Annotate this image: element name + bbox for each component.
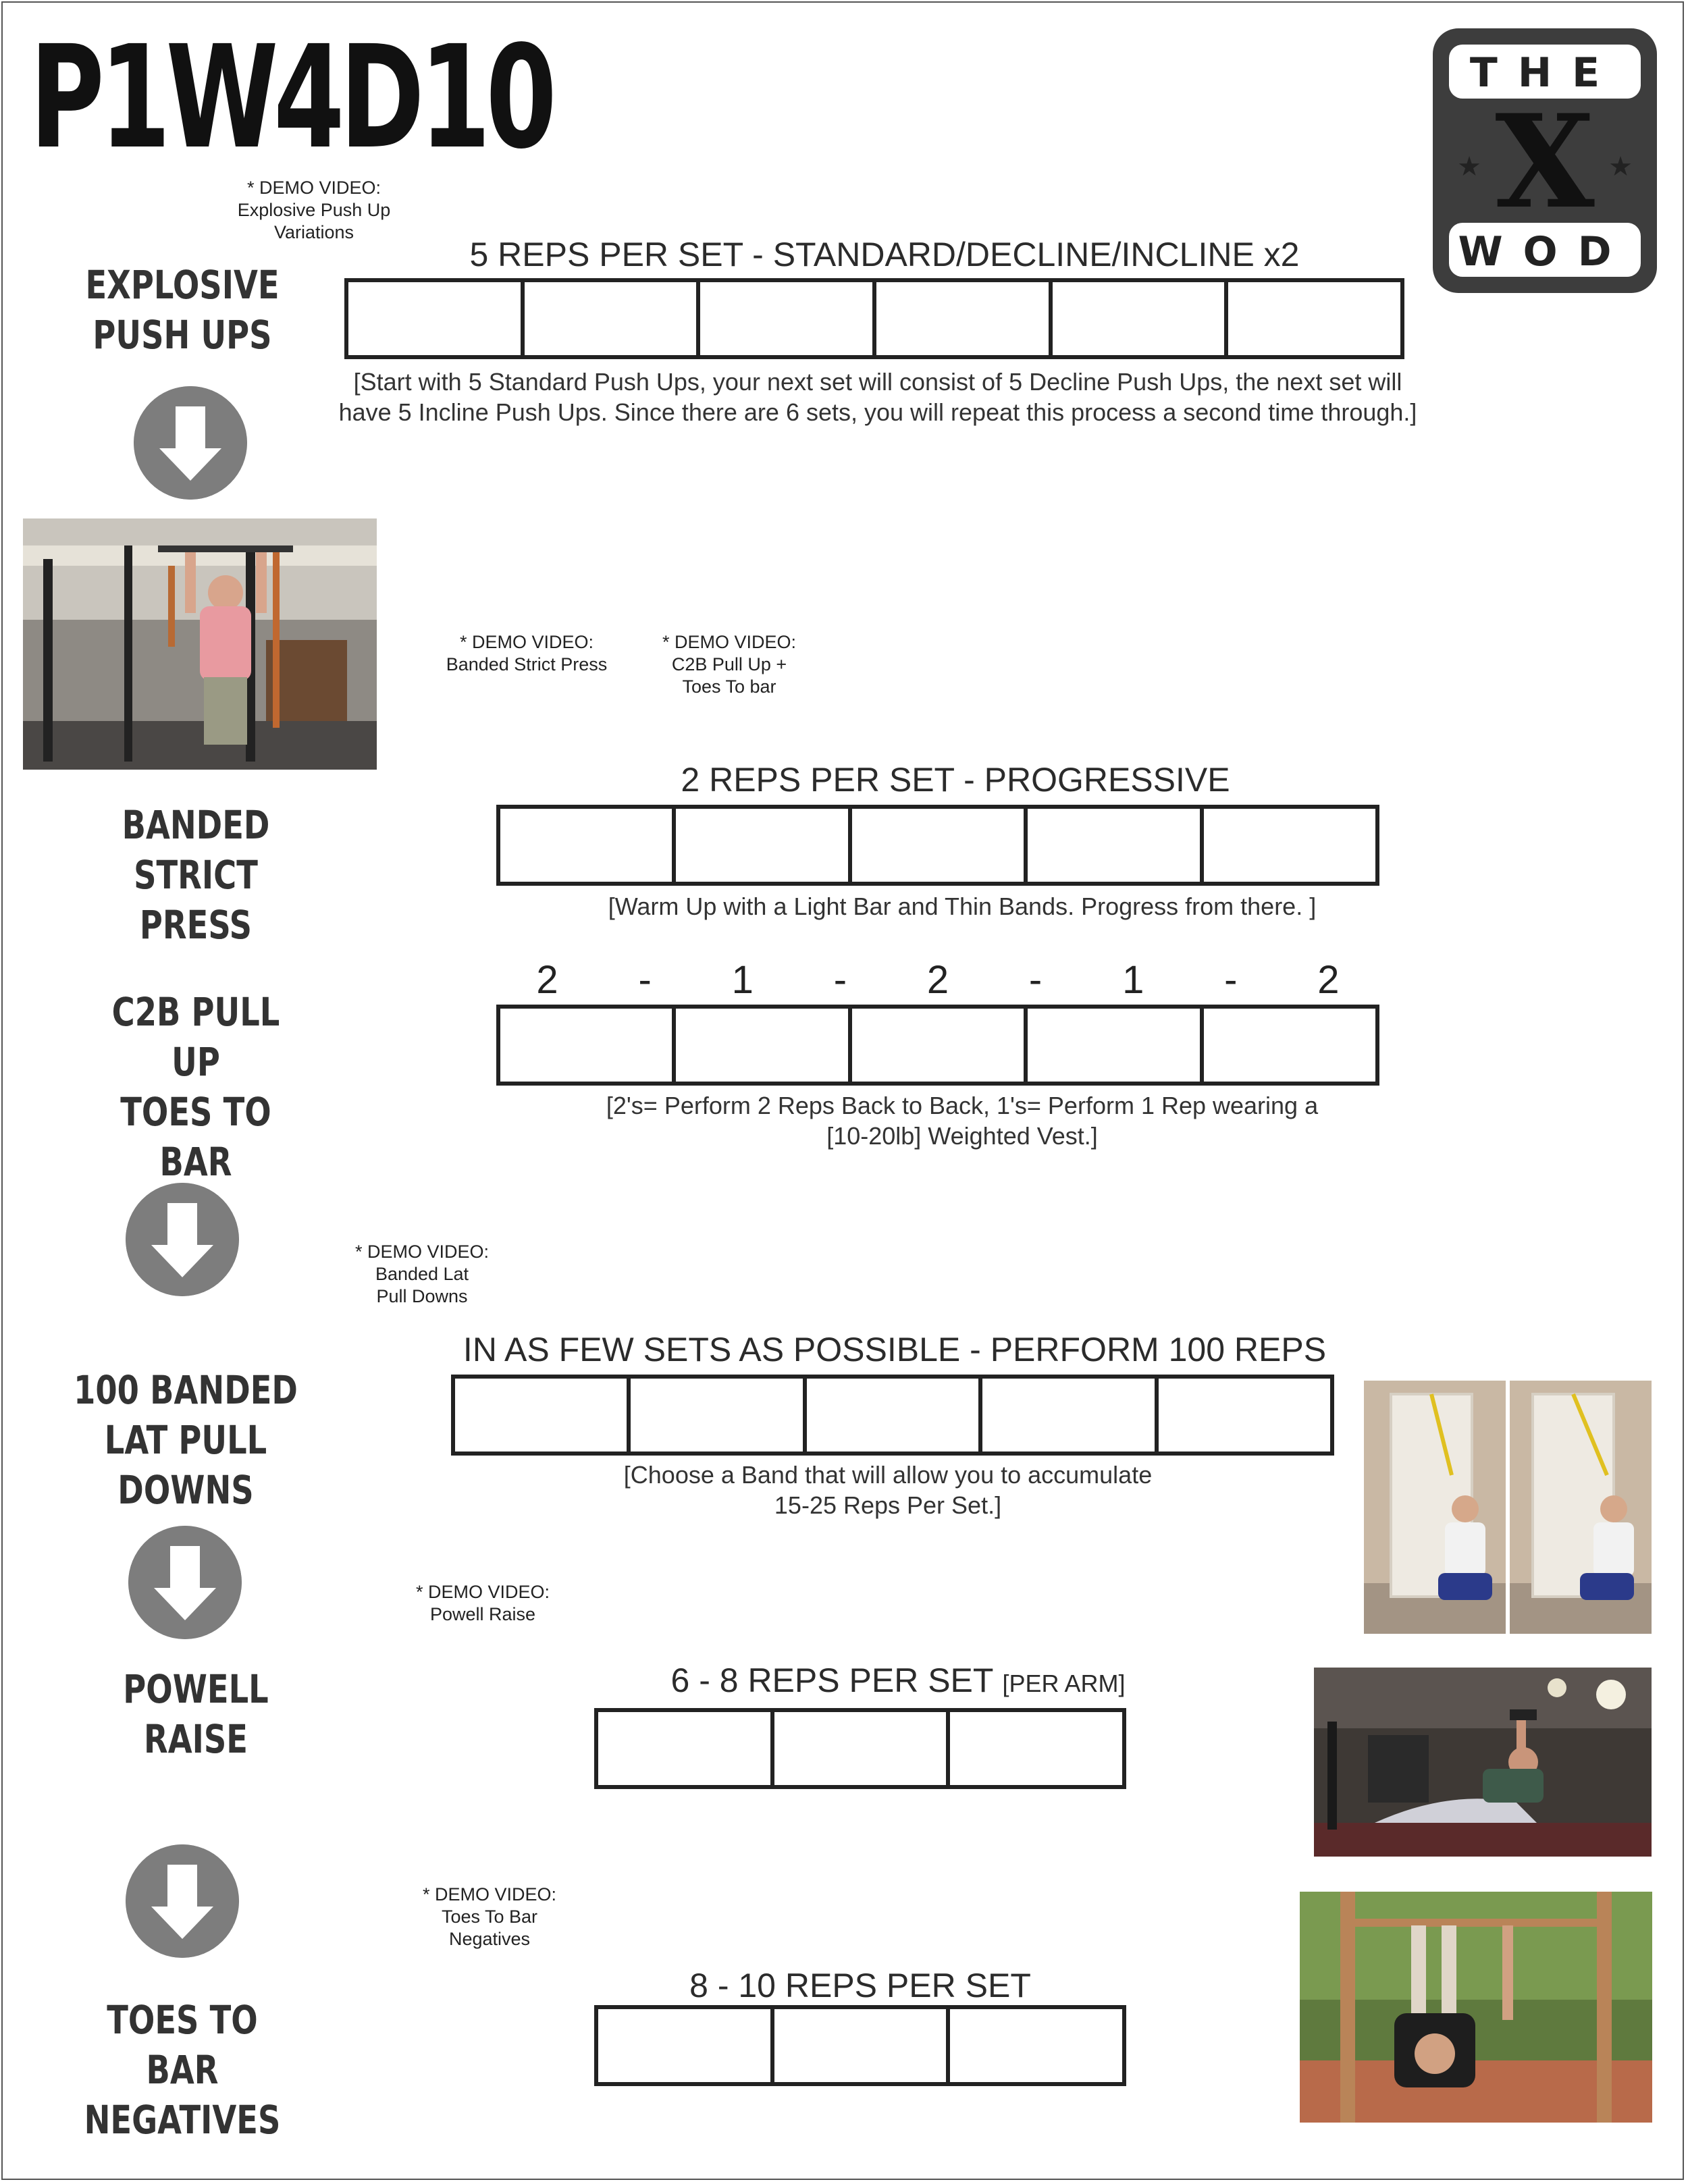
demo-video-link-c2b-pull-up[interactable]: * DEMO VIDEO: C2B Pull Up + Toes To bar (662, 632, 797, 697)
banded-lat-pull-downs-photo (1364, 1381, 1652, 1634)
rep-count: 1 (731, 958, 754, 1002)
set-boxes (451, 1375, 1334, 1456)
set-note: [Choose a Band that will allow you to accumulate 15-25 Reps Per Set.] (623, 1461, 1153, 1519)
set-header-main: 6 - 8 REPS PER SET (670, 1661, 993, 1699)
set-box[interactable] (676, 809, 851, 882)
set-box[interactable] (852, 809, 1028, 882)
set-box[interactable] (1159, 1379, 1330, 1451)
exercise-name-explosive-push-ups: EXPLOSIVE PUSH UPS (85, 262, 280, 358)
rep-count: 1 (1122, 958, 1144, 1002)
sequence-dash: - (1224, 958, 1238, 1002)
set-box[interactable] (852, 1009, 1028, 1082)
set-box[interactable] (455, 1379, 631, 1451)
demo-video-link-banded-strict-press[interactable]: * DEMO VIDEO: Banded Strict Press (446, 632, 608, 674)
sequence-dash: - (1028, 958, 1043, 1002)
exercise-name-banded-lat-pull-downs: 100 BANDED LAT PULL DOWNS (74, 1367, 298, 1513)
demo-video-link-explosive-push-ups[interactable]: * DEMO VIDEO: Explosive Push Up Variations (237, 178, 391, 242)
set-box[interactable] (950, 2009, 1122, 2082)
banded-strict-press-photo (23, 518, 377, 770)
set-box[interactable] (950, 1712, 1122, 1785)
down-arrow-icon (126, 1183, 239, 1296)
set-header: IN AS FEW SETS AS POSSIBLE - PERFORM 100 REPS (463, 1331, 1327, 1368)
powell-raise-photo (1314, 1668, 1652, 1857)
rep-count: 2 (926, 958, 949, 1002)
demo-video-link-banded-lat-pull-downs[interactable]: * DEMO VIDEO: Banded Lat Pull Downs (354, 1242, 490, 1306)
demo-video-link-toes-to-bar-negatives[interactable]: * DEMO VIDEO: Toes To Bar Negatives (422, 1884, 557, 1949)
set-box[interactable] (500, 809, 676, 882)
logo-x: X (1495, 86, 1595, 237)
set-box[interactable] (1228, 282, 1400, 355)
exercise-name-c2b-pull-up: C2B PULL UP TOES TO BAR (111, 989, 280, 1185)
sequence-dash: - (833, 958, 847, 1002)
down-arrow-icon (134, 386, 247, 500)
set-box[interactable] (774, 1712, 951, 1785)
rep-count: 2 (536, 958, 558, 1002)
set-box[interactable] (500, 1009, 676, 1082)
rep-count: 2 (1317, 958, 1340, 1002)
set-box[interactable] (982, 1379, 1158, 1451)
set-box[interactable] (1028, 1009, 1203, 1082)
set-note: [2's= Perform 2 Reps Back to Back, 1's= Perform 1 Rep wearing a [10-20lb] Weighted Vest.] (606, 1092, 1319, 1150)
set-boxes (496, 1005, 1379, 1086)
set-box[interactable] (676, 1009, 851, 1082)
set-box[interactable] (1053, 282, 1229, 355)
set-box[interactable] (876, 282, 1053, 355)
rep-sequence (496, 957, 1379, 1003)
set-box[interactable] (807, 1379, 982, 1451)
set-boxes (496, 805, 1379, 886)
logo-text-bottom: WOD (1458, 228, 1632, 275)
down-arrow-icon (128, 1526, 242, 1639)
logo-text-top: THE (1469, 49, 1620, 97)
page-title: P1W4D10 (30, 15, 552, 180)
set-boxes (344, 278, 1404, 359)
set-note: [Start with 5 Standard Push Ups, your next set will consist of 5 Decline Push Ups, the next set will have 5 Incline Push Ups. Since there are 6 sets, you will repeat this process a second time through.] (338, 368, 1417, 426)
star-icon: ★ (1608, 152, 1633, 182)
sequence-dash: - (638, 958, 652, 1002)
set-note: [Warm Up with a Light Bar and Thin Bands. Progress from there. ] (608, 893, 1317, 920)
toes-to-bar-negatives-photo (1300, 1892, 1652, 2123)
set-box[interactable] (1204, 809, 1375, 882)
set-box[interactable] (631, 1379, 806, 1451)
exercise-name-banded-strict-press: BANDED STRICT PRESS (122, 802, 270, 948)
set-box[interactable] (598, 1712, 774, 1785)
the-x-wod-logo (1430, 26, 1660, 296)
set-box[interactable] (525, 282, 701, 355)
exercise-name-toes-to-bar-negatives: TOES TO BAR NEGATIVES (84, 1997, 281, 2143)
set-header-qualifier: [PER ARM] (1002, 1670, 1126, 1697)
demo-video-link-powell-raise[interactable]: * DEMO VIDEO: Powell Raise (415, 1582, 550, 1624)
set-header: 8 - 10 REPS PER SET (689, 1967, 1031, 2004)
down-arrow-icon (126, 1844, 239, 1958)
star-icon: ★ (1457, 152, 1481, 182)
set-header (594, 1661, 1202, 1700)
exercise-name-powell-raise: POWELL RAISE (123, 1666, 269, 1762)
set-box[interactable] (700, 282, 876, 355)
set-box[interactable] (774, 2009, 951, 2082)
set-boxes (594, 2005, 1126, 2086)
set-header: 2 REPS PER SET - PROGRESSIVE (681, 761, 1230, 799)
set-header: 5 REPS PER SET - STANDARD/DECLINE/INCLINE x2 (469, 236, 1300, 273)
set-box[interactable] (348, 282, 525, 355)
set-box[interactable] (1028, 809, 1203, 882)
set-boxes (594, 1708, 1126, 1789)
set-box[interactable] (598, 2009, 774, 2082)
set-box[interactable] (1204, 1009, 1375, 1082)
